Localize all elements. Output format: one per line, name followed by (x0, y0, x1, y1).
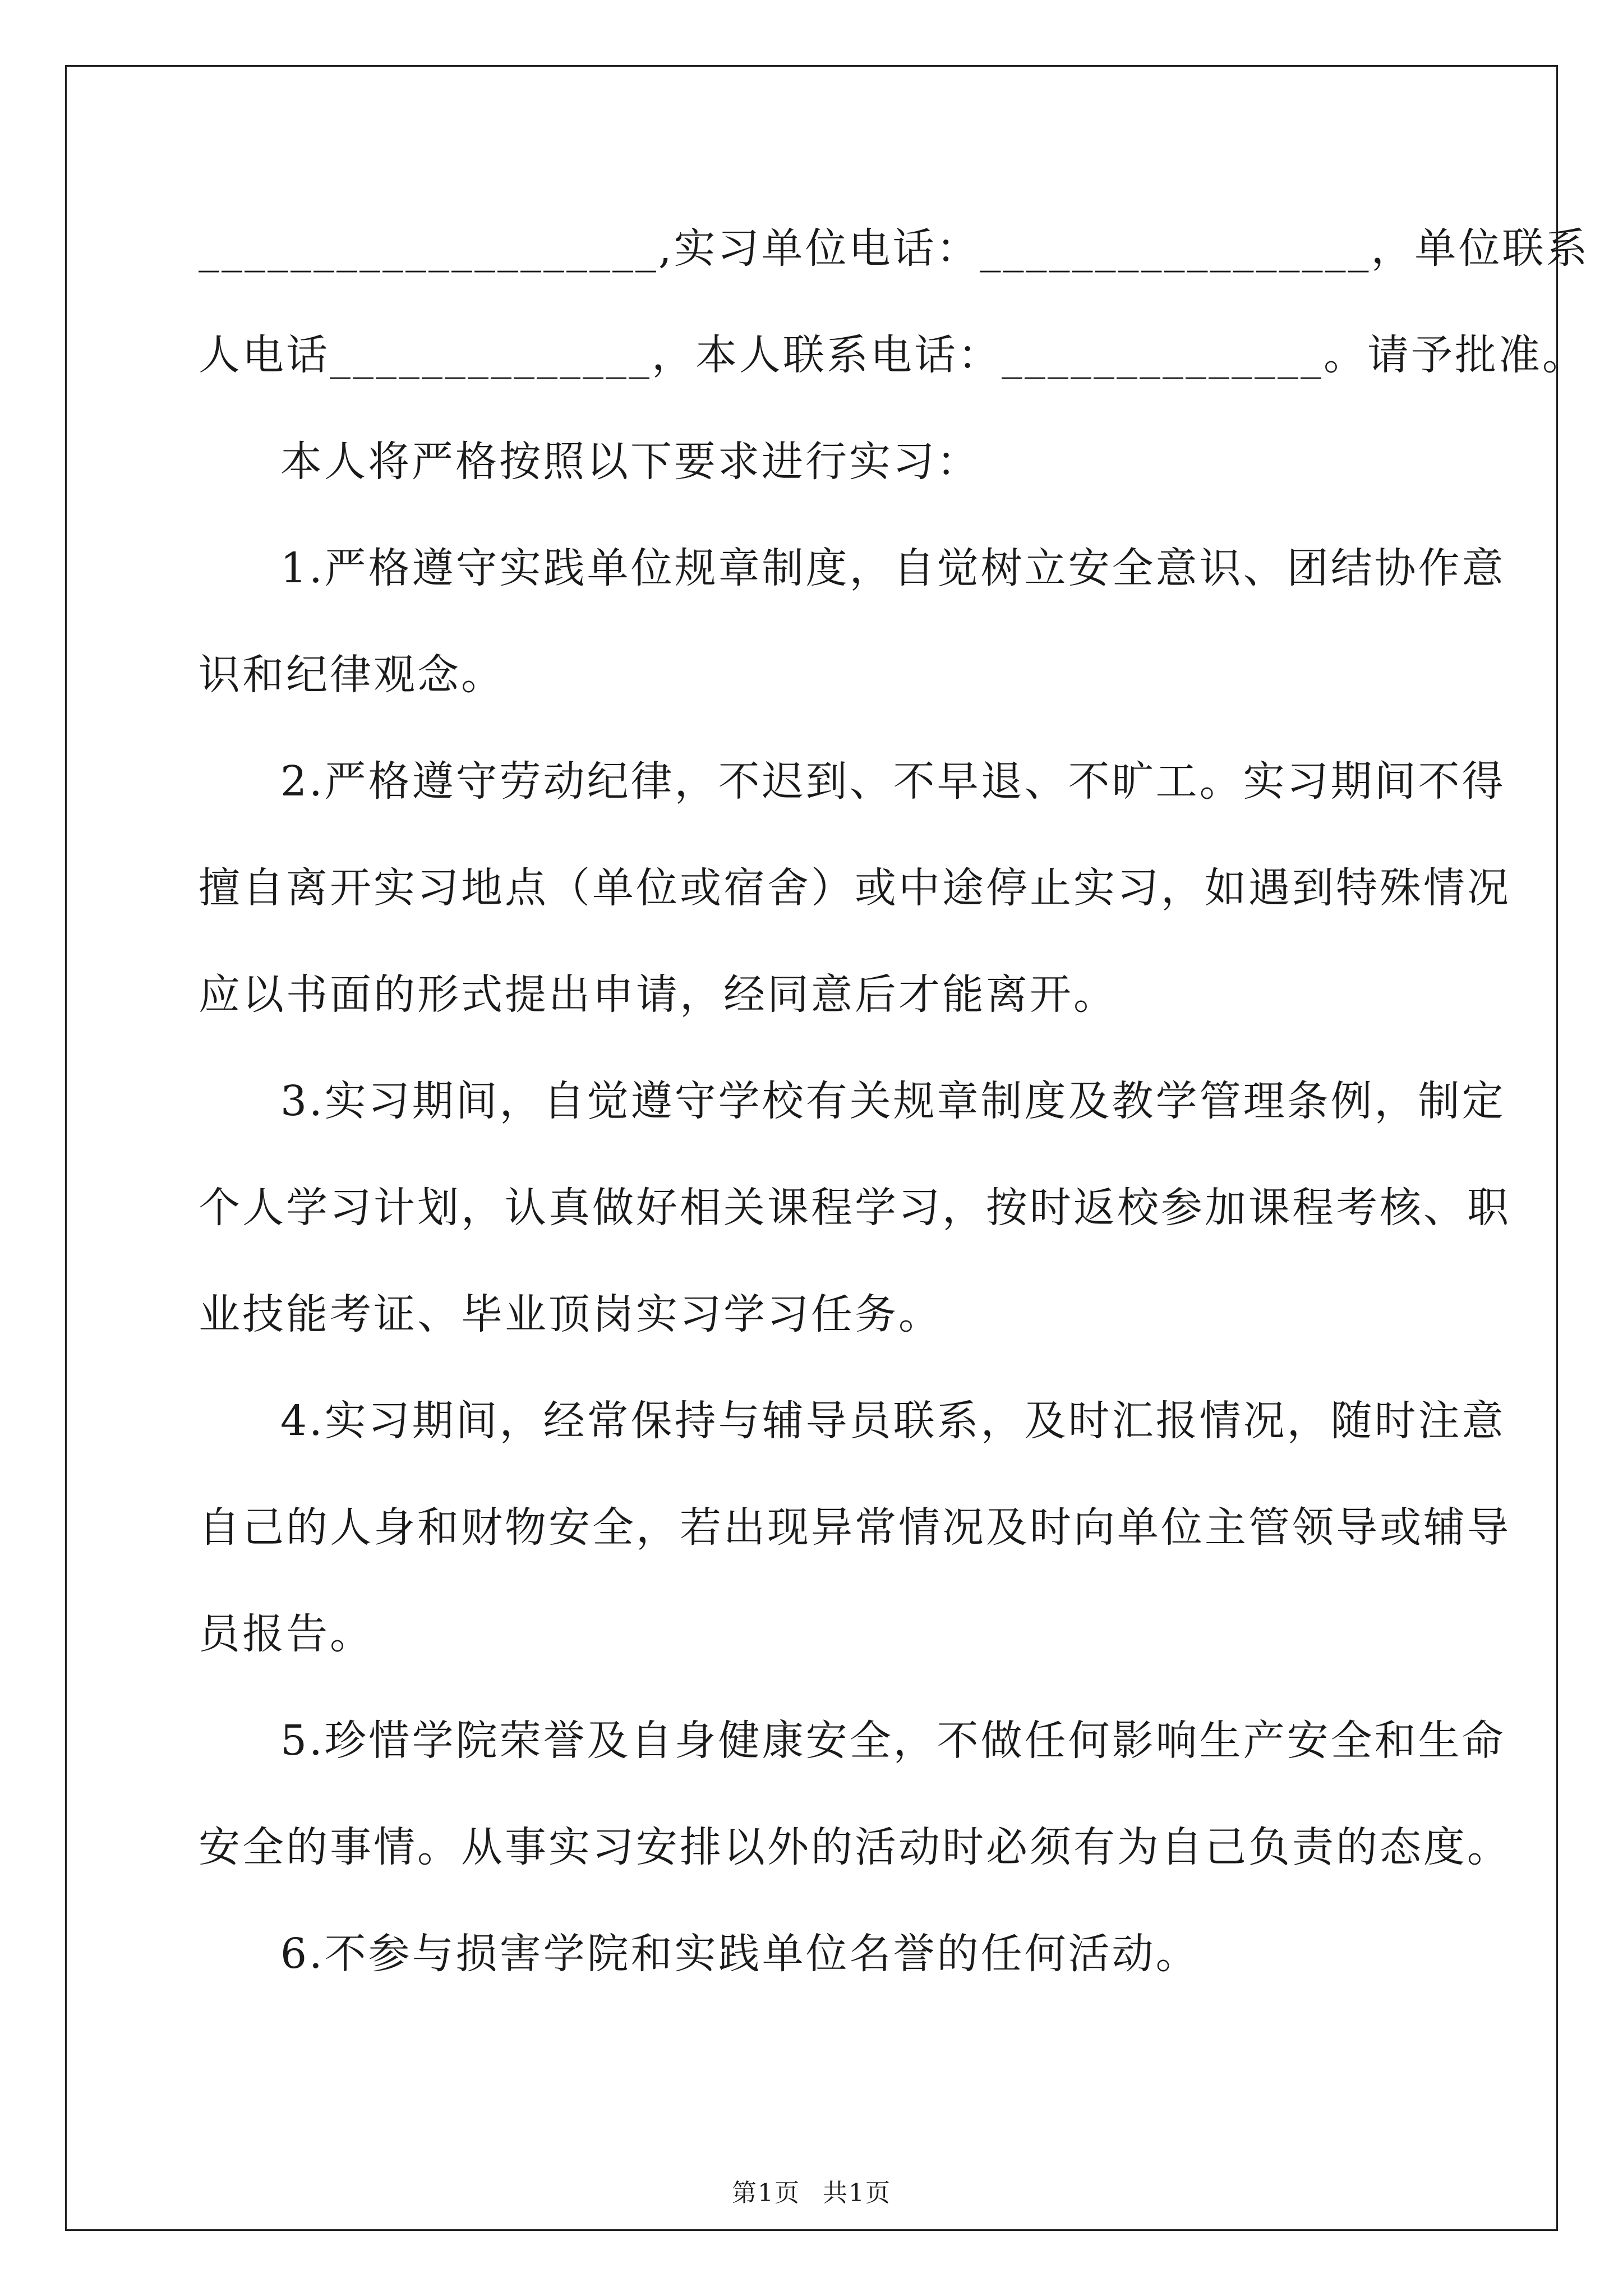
rule-2-line: 擅自离开实习地点（单位或宿舍）或中途停止实习，如遇到特殊情况 (199, 864, 1511, 912)
page-border (65, 65, 1558, 2231)
page-total: 共1页 (823, 2179, 891, 2207)
rule-4-line: 员报告。 (199, 1610, 374, 1658)
text-line: 人电话______________，本人联系电话：______________。请予批准。 (199, 331, 1586, 379)
rule-3-line: 个人学习计划，认真做好相关课程学习，按时返校参加课程考核、职 (199, 1184, 1511, 1232)
rule-5-line: 5.珍惜学院荣誉及自身健康安全，不做任何影响生产安全和生命 (280, 1717, 1506, 1765)
text-line: ____________________,实习单位电话：_________________，单位联系 (199, 224, 1590, 273)
rule-2-line: 应以书面的形式提出申请，经同意后才能离开。 (199, 970, 1117, 1019)
rule-1-line: 1.严格遵守实践单位规章制度，自觉树立安全意识、团结协作意 (280, 544, 1506, 592)
rule-3-line: 业技能考证、毕业顶岗实习学习任务。 (199, 1290, 942, 1338)
page-number: 第1页 (732, 2179, 800, 2207)
rule-2-line: 2.严格遵守劳动纪律，不迟到、不早退、不旷工。实习期间不得 (280, 757, 1506, 806)
rule-4-line: 自己的人身和财物安全，若出现异常情况及时向单位主管领导或辅导 (199, 1503, 1511, 1552)
paragraph-intro: 本人将严格按照以下要求进行实习： (280, 438, 980, 486)
rule-3-line: 3.实习期间，自觉遵守学校有关规章制度及教学管理条例，制定 (280, 1077, 1506, 1125)
rule-5-line: 安全的事情。从事实习安排以外的活动时必须有为自己负责的态度。 (199, 1823, 1511, 1871)
rule-4-line: 4.实习期间，经常保持与辅导员联系，及时汇报情况，随时注意 (280, 1397, 1506, 1445)
page-footer (0, 2177, 1623, 2210)
rule-1-line: 识和纪律观念。 (199, 651, 505, 699)
rule-6-line: 6.不参与损害学院和实践单位名誉的任何活动。 (280, 1930, 1200, 1978)
